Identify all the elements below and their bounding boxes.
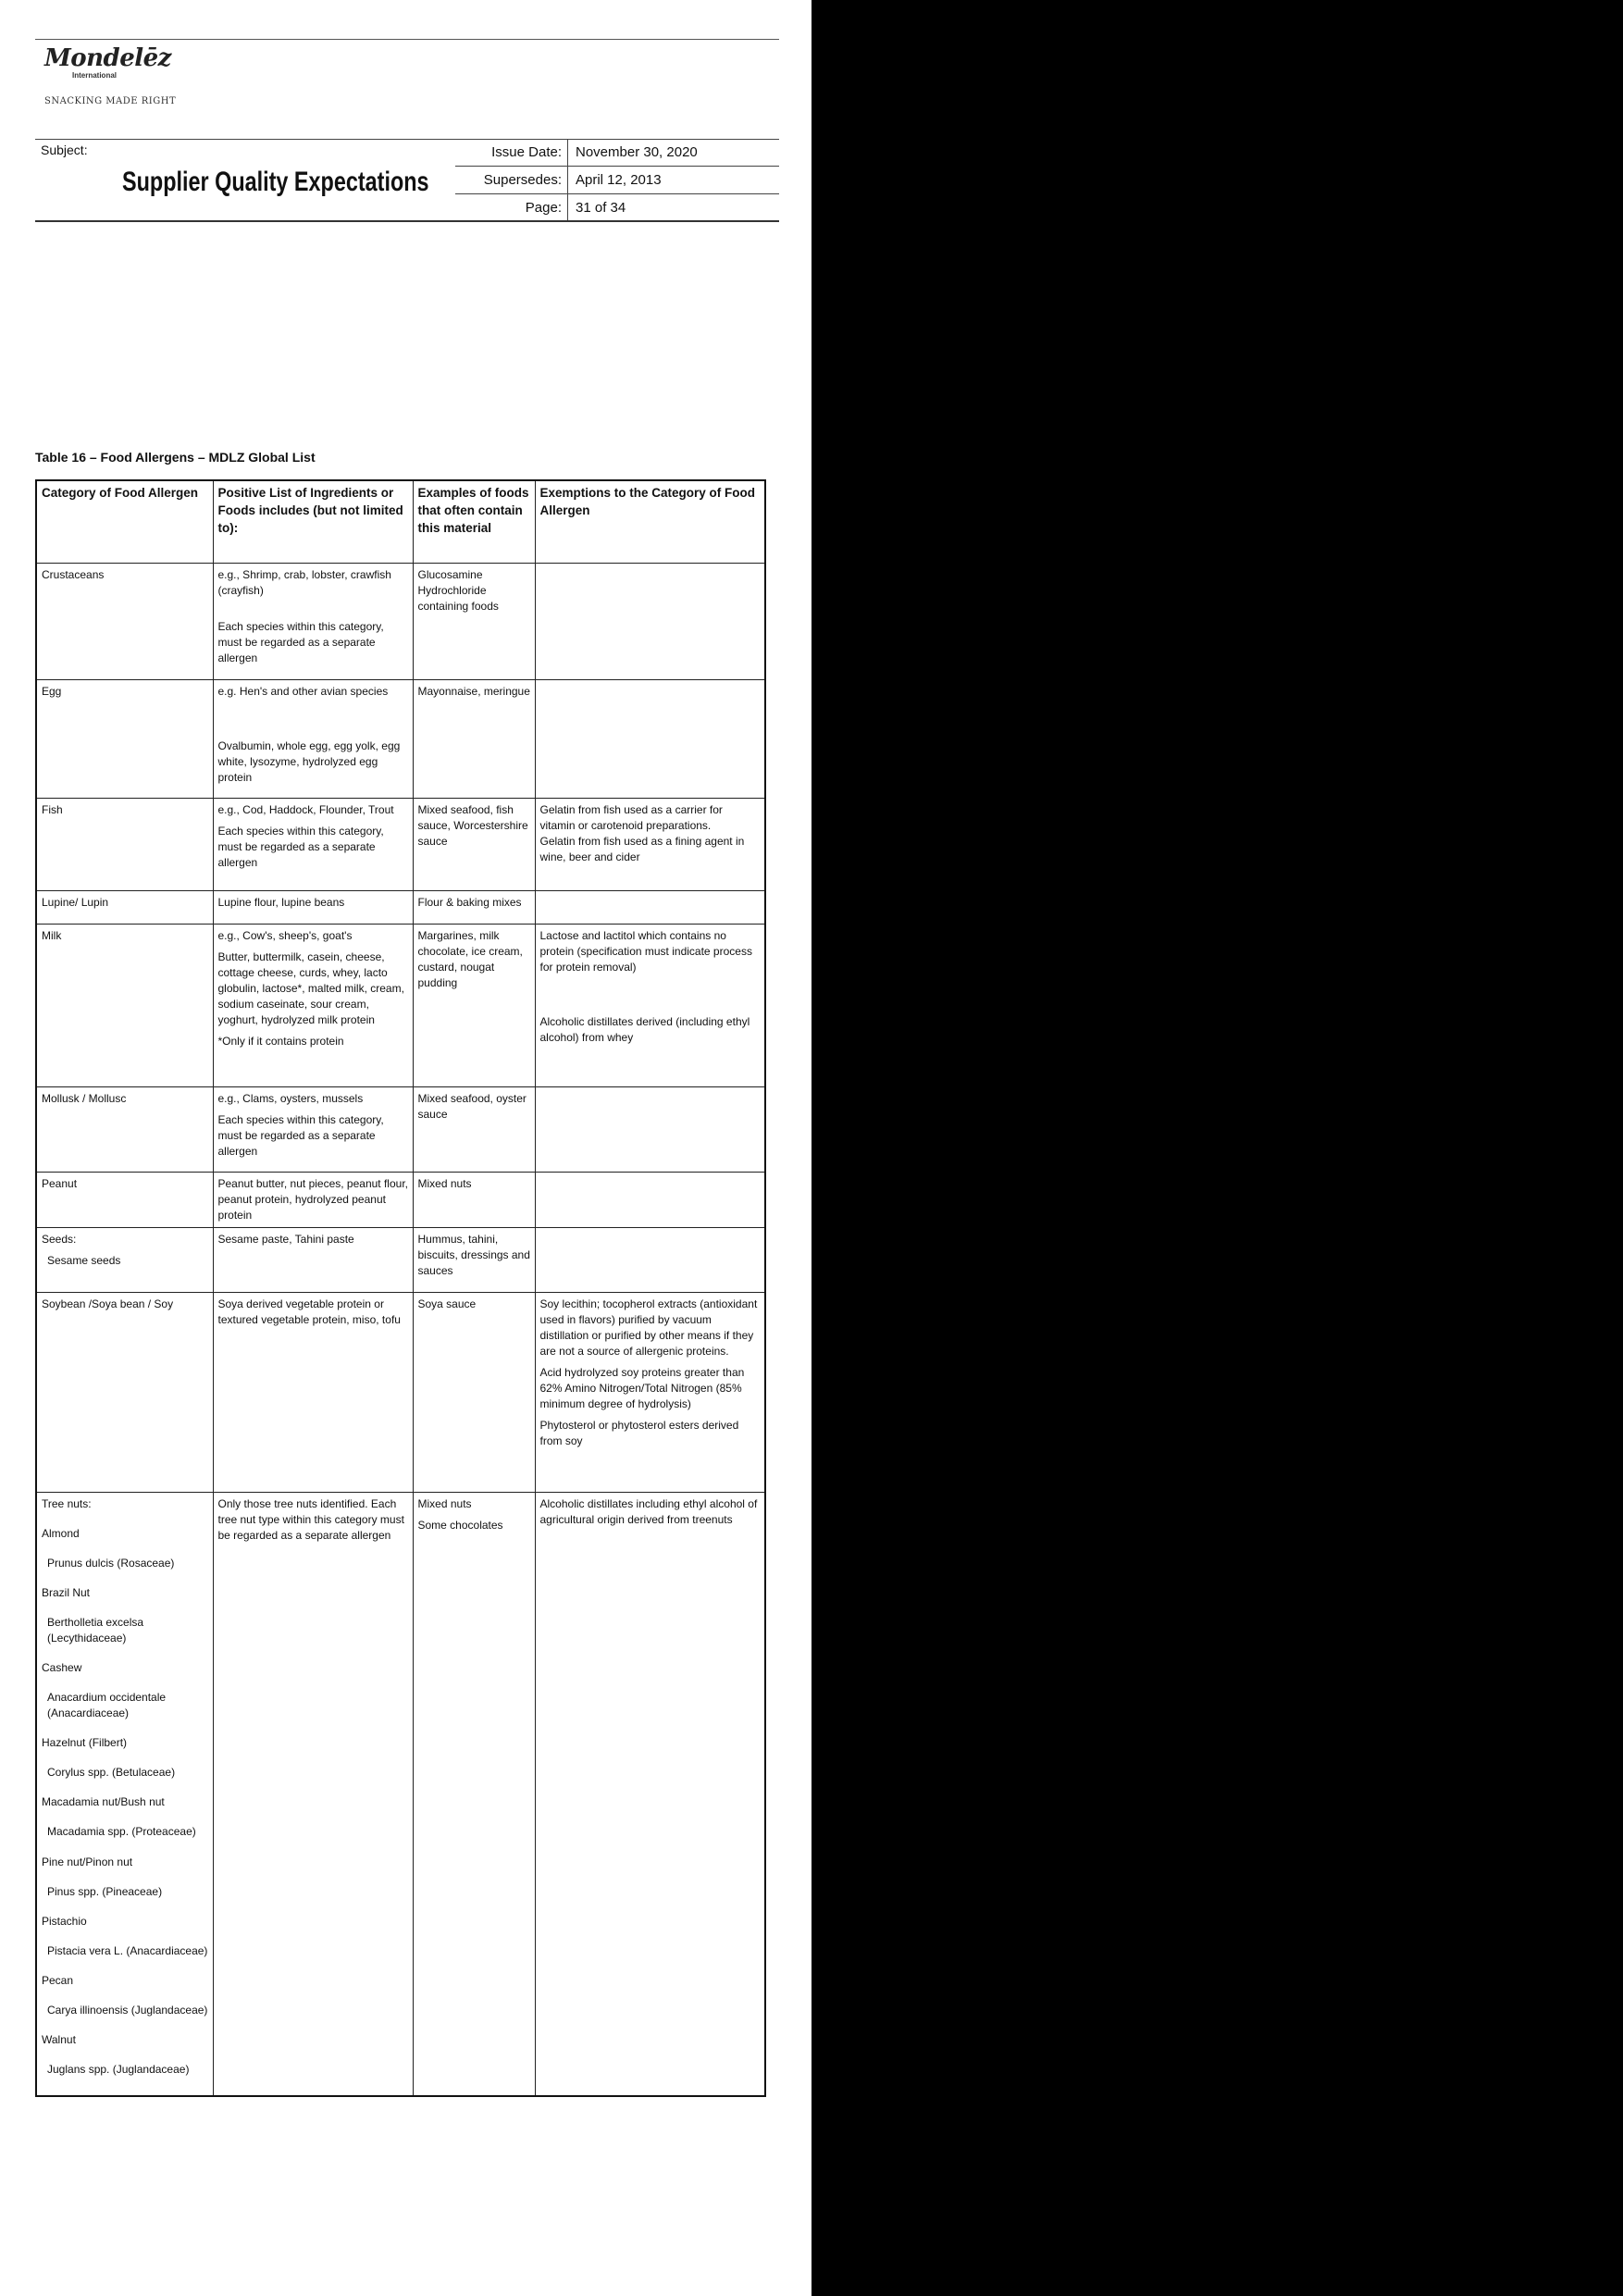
meta-row-supersedes (455, 167, 779, 194)
table-row (36, 1087, 765, 1173)
meta-label: Page: (455, 194, 568, 221)
cell-exemptions: Alcoholic distillates including ethyl alcohol of agricultural origin derived from treenuts (535, 1493, 765, 2096)
table-row (36, 1228, 765, 1293)
cell-examples: Mayonnaise, meringue (413, 680, 535, 799)
cell-exemptions (535, 1228, 765, 1293)
cell-category: Peanut (36, 1173, 213, 1228)
cell-examples: Mixed nuts Some chocolates (413, 1493, 535, 2096)
cell-category: Milk (36, 925, 213, 1087)
cell-examples: Glucosamine Hydrochloride containing foods (413, 564, 535, 680)
cell-exemptions: Soy lecithin; tocopherol extracts (antioxidant used in flavors) purified by vacuum distillation or purified by other means if they are not a source of allergenic proteins. Acid hydrolyzed soy proteins greater than 62% Amino Nitrogen/Total Nitrogen (85% minimum degree of hydrolysis) Phytosterol or phytosterol esters derived from soy (535, 1293, 765, 1493)
allergen-table (35, 479, 766, 2097)
meta-value: 31 of 34 (576, 200, 626, 216)
cell-category: Fish (36, 799, 213, 891)
table-row (36, 680, 765, 799)
cell-examples: Flour & baking mixes (413, 891, 535, 925)
cell-exemptions (535, 891, 765, 925)
cell-examples: Soya sauce (413, 1293, 535, 1493)
table-row (36, 891, 765, 925)
subject-label: Subject: (41, 143, 88, 157)
meta-row-page (455, 194, 779, 221)
header-rule-bottom (35, 220, 779, 222)
meta-value: April 12, 2013 (576, 172, 662, 188)
cell-exemptions: Lactose and lactitol which contains no protein (specification must indicate process for protein removal) Alcoholic distillates derived (including ethyl alcohol) from whey (535, 925, 765, 1087)
document-meta (455, 139, 779, 221)
cell-positive-list: Soya derived vegetable protein or textured vegetable protein, miso, tofu (213, 1293, 413, 1493)
table-row (36, 564, 765, 680)
cell-category: Crustaceans (36, 564, 213, 680)
cell-category: Mollusk / Mollusc (36, 1087, 213, 1173)
company-logo (44, 44, 171, 85)
cell-positive-list: e.g., Cow's, sheep's, goat's Butter, buttermilk, casein, cheese, cottage cheese, curds, whey, lacto globulin, lactose*, malted milk, cream, sodium caseinate, sour cream, yoghurt, hydrolyzed milk protein *Only if it contains protein (213, 925, 413, 1087)
column-header-positive-list: Positive List of Ingredients or Foods includes (but not limited to): (213, 480, 413, 564)
table-row (36, 1173, 765, 1228)
top-rule (35, 39, 779, 40)
column-header-exemptions: Exemptions to the Category of Food Allergen (535, 480, 765, 564)
cell-positive-list: Only those tree nuts identified. Each tree nut type within this category must be regarded as a separate allergen (213, 1493, 413, 2096)
cell-examples: Hummus, tahini, biscuits, dressings and sauces (413, 1228, 535, 1293)
table-row (36, 799, 765, 891)
meta-value: November 30, 2020 (576, 144, 698, 160)
column-header-examples: Examples of foods that often contain this material (413, 480, 535, 564)
table-row (36, 1493, 765, 2096)
tagline: SNACKING MADE RIGHT (44, 96, 177, 106)
table-row (36, 1293, 765, 1493)
cell-category: Seeds: Sesame seeds (36, 1228, 213, 1293)
cell-category: Soybean /Soya bean / Soy (36, 1293, 213, 1493)
meta-label: Issue Date: (455, 139, 568, 166)
table-caption: Table 16 – Food Allergens – MDLZ Global List (35, 450, 316, 465)
cell-exemptions (535, 1173, 765, 1228)
cell-positive-list: Sesame paste, Tahini paste (213, 1228, 413, 1293)
table-header-row (36, 480, 765, 564)
logo-text: Mondelēz (44, 44, 171, 72)
cell-positive-list: Peanut butter, nut pieces, peanut flour, peanut protein, hydrolyzed peanut protein (213, 1173, 413, 1228)
cell-exemptions: Gelatin from fish used as a carrier for vitamin or carotenoid preparations. Gelatin from fish used as a fining agent in wine, beer and cider (535, 799, 765, 891)
cell-category: Egg (36, 680, 213, 799)
column-header-category: Category of Food Allergen (36, 480, 213, 564)
cell-examples: Mixed seafood, fish sauce, Worcestershire sauce (413, 799, 535, 891)
cell-category: Tree nuts: Almond Prunus dulcis (Rosaceae) Brazil Nut Bertholletia excelsa (Lecythidaceae) Cashew Anacardium occidentale (Anacardiaceae) Hazelnut (Filbert) Corylus spp. (Betulaceae) Macadamia nut/Bush nut Macadamia spp. (Proteaceae) Pine nut/Pinon nut Pinus spp. (Pineaceae) Pistachio Pistacia vera L. (Anacardiaceae) Pecan Carya illinoensis (Juglandaceae) Walnut Juglans spp. (Juglandaceae) (36, 1493, 213, 2096)
cell-positive-list: e.g., Cod, Haddock, Flounder, Trout Each species within this category, must be regarded as a separate allergen (213, 799, 413, 891)
logo-subtext: International (72, 71, 118, 80)
meta-row-issue-date (455, 139, 779, 167)
cell-examples: Mixed nuts (413, 1173, 535, 1228)
cell-examples: Mixed seafood, oyster sauce (413, 1087, 535, 1173)
cell-positive-list: e.g. Hen's and other avian species Ovalbumin, whole egg, egg yolk, egg white, lysozyme, hydrolyzed egg protein (213, 680, 413, 799)
black-margin-panel (812, 0, 1623, 2296)
document-title: Supplier Quality Expectations (122, 167, 429, 197)
meta-label: Supersedes: (455, 167, 568, 193)
cell-positive-list: e.g., Shrimp, crab, lobster, crawfish (crayfish) Each species within this category, must be regarded as a separate allergen (213, 564, 413, 680)
cell-category: Lupine/ Lupin (36, 891, 213, 925)
table-row (36, 925, 765, 1087)
cell-exemptions (535, 1087, 765, 1173)
cell-exemptions (535, 680, 765, 799)
cell-exemptions (535, 564, 765, 680)
cell-examples: Margarines, milk chocolate, ice cream, custard, nougat pudding (413, 925, 535, 1087)
cell-positive-list: e.g., Clams, oysters, mussels Each species within this category, must be regarded as a separate allergen (213, 1087, 413, 1173)
cell-positive-list: Lupine flour, lupine beans (213, 891, 413, 925)
